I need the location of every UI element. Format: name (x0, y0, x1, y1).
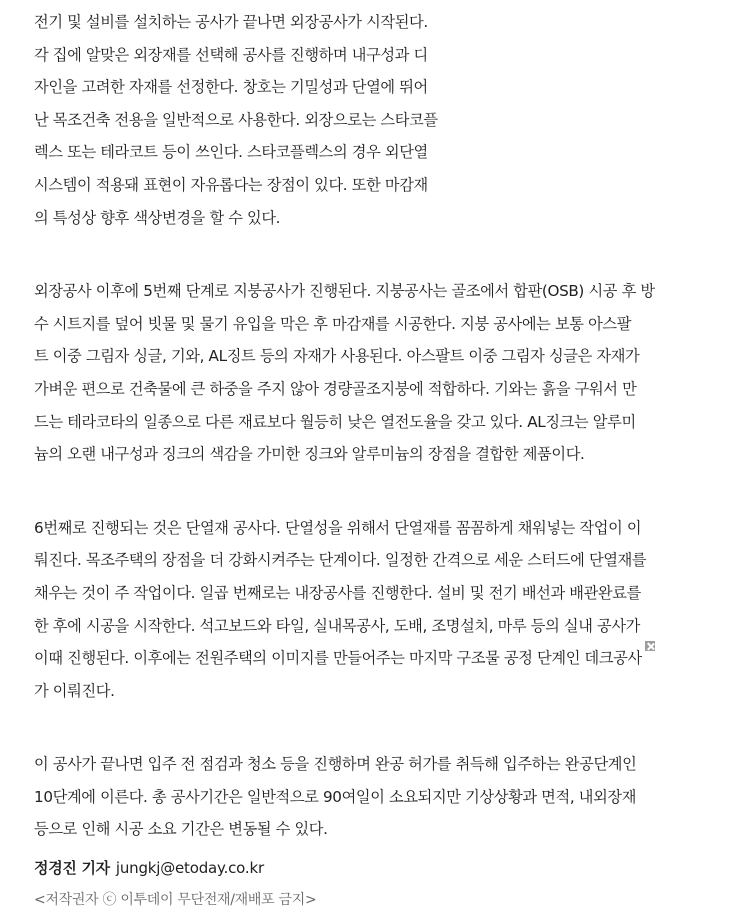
text-line: 각 집에 알맞은 외장재를 선택해 공사를 진행하며 내구성과 디 (34, 45, 428, 64)
text-line: 가벼운 편으로 건축물에 큰 하중을 주지 않아 경량골조지붕에 적합하다. 기와는 흙을 구워서 만 (34, 379, 637, 398)
text-line: 채우는 것이 주 작업이다. 일곱 번째로는 내장공사를 진행한다. 설비 및 전기 배선과 배관완료를 (34, 583, 641, 602)
text-line: 난 목조건축 전용을 일반적으로 사용한다. 외장으로는 스타코플 (34, 110, 438, 129)
text-line: 한 후에 시공을 시작한다. 석고보드와 타일, 실내목공사, 도배, 조명설치, 마루 등의 실내 공사가 (34, 616, 641, 635)
paragraph-4 (34, 754, 724, 839)
text-line: 10단계에 이른다. 총 공사기간은 일반적으로 90여일이 소요되지만 기상상황과 면적, 내외장재 (34, 787, 637, 806)
text-line: 렉스 또는 테라코트 등이 쓰인다. 스타코플렉스의 경우 외단열 (34, 143, 428, 162)
byline (34, 858, 264, 878)
text-line: 전기 및 설비를 설치하는 공사가 끝나면 외장공사가 시작된다. (34, 13, 428, 31)
paragraph-spacer (34, 477, 724, 518)
text-line: 시스템이 적용돼 표현이 자유롭다는 장점이 있다. 또한 마감재 (34, 175, 428, 194)
text-line: 수 시트지를 덮어 빗물 및 물기 유입을 막은 후 마감재를 시공한다. 지붕 공사에는 보통 아스팔 (34, 314, 632, 333)
text-line: 뤄진다. 목조주택의 장점을 더 강화시켜주는 단계이다. 일정한 간격으로 세운 스터드에 단열재를 (34, 551, 647, 570)
article-body (34, 0, 724, 852)
text-line: 이때 진행된다. 이후에는 전원주택의 이미지를 만들어주는 마지막 구조물 공정 단계인 데크공사 (34, 649, 642, 668)
paragraph-2 (34, 281, 724, 464)
text-line: 가 이뤄진다. (34, 681, 115, 700)
ad-close-icon[interactable] (644, 640, 656, 652)
text-line: 트 이중 그림자 싱글, 기와, AL징트 등의 자재가 사용된다. 아스팔트 이중 그림자 싱글은 자재가 (34, 347, 640, 366)
text-line: 자인을 고려한 자재를 선정한다. 창호는 기밀성과 단열에 뛰어 (34, 78, 428, 97)
text-line: 6번째로 진행되는 것은 단열재 공사다. 단열성을 위해서 단열재를 꼼꼼하게 채워넣는 작업이 이 (34, 518, 642, 537)
text-line: 드는 테라코타의 일종으로 다른 재료보다 월등히 낮은 열전도율을 갖고 있다. AL징크는 알루미 (34, 412, 636, 431)
text-line: 늄의 오랜 내구성과 징크의 색감을 가미한 징크와 알루미늄의 장점을 결합한 제품이다. (34, 445, 585, 464)
author-email[interactable]: jungkj@etoday.co.kr (115, 859, 264, 877)
paragraph-1 (34, 12, 724, 228)
author-name: 정경진 기자 (34, 859, 110, 877)
text-line: 의 특성상 향후 색상변경을 할 수 있다. (34, 208, 281, 227)
text-line: 등으로 인해 시공 소요 기간은 변동될 수 있다. (34, 820, 328, 839)
copyright-notice: <저작권자 ⓒ 이투데이 무단전재/재배포 금지> (34, 892, 317, 908)
paragraph-3 (34, 518, 724, 701)
paragraph-spacer (34, 240, 724, 281)
paragraph-spacer (34, 713, 724, 754)
text-line: 외장공사 이후에 5번째 단계로 지붕공사가 진행된다. 지붕공사는 골조에서 합판(OSB) 시공 후 방 (34, 282, 655, 301)
text-line: 이 공사가 끝나면 입주 전 점검과 청소 등을 진행하며 완공 허가를 취득해 입주하는 완공단계인 (34, 755, 637, 774)
